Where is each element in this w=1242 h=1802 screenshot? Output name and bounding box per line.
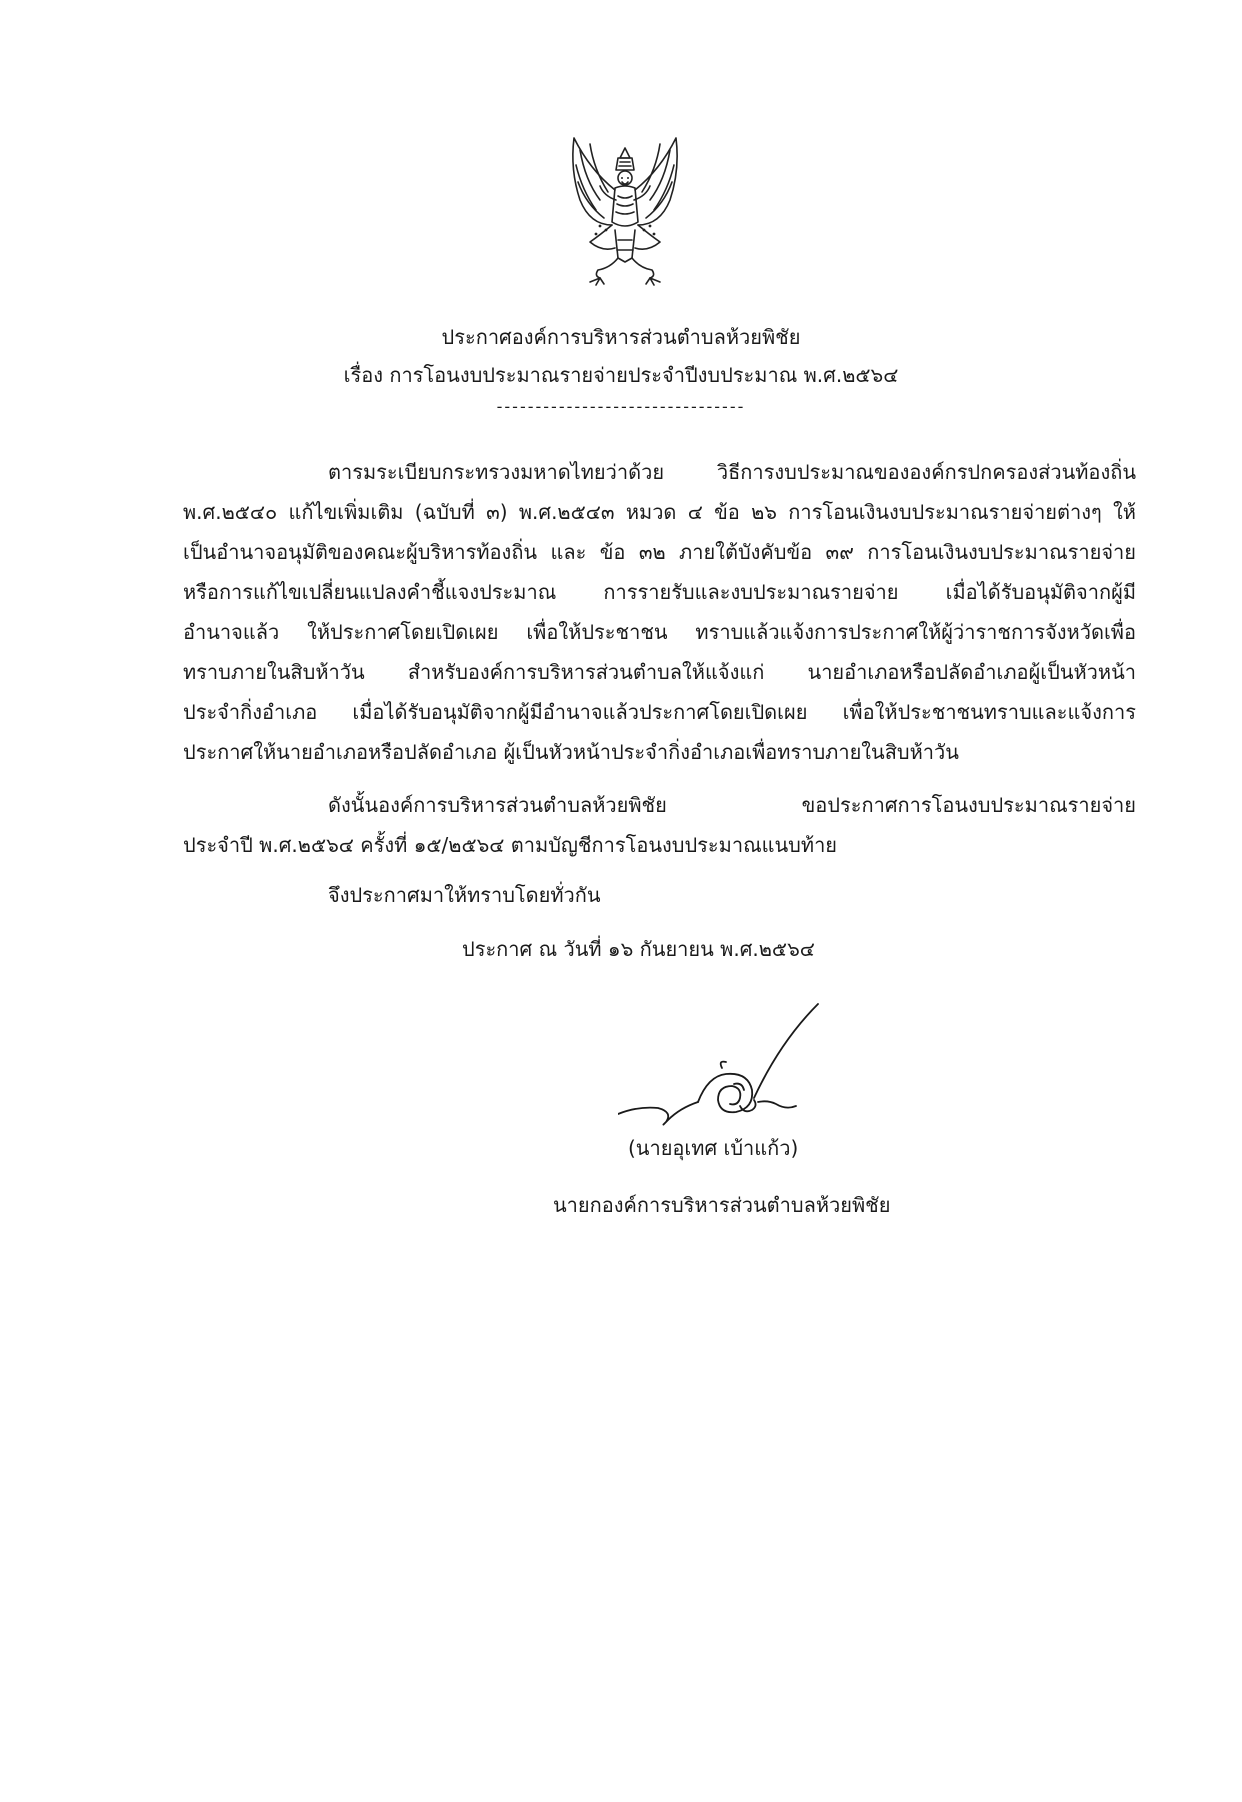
body-line: ประกาศให้นายอำเภอหรือปลัดอำเภอ ผู้เป็นหัวหน้าประจำกิ่งอำเภอเพื่อทราบภายในสิบห้าวัน: [183, 740, 959, 764]
garuda-emblem-icon: [560, 130, 690, 295]
body-line: ประจำปี พ.ศ.๒๕๖๔ ครั้งที่ ๑๕/๒๕๖๔ ตามบัญชีการโอนงบประมาณแนบท้าย: [183, 833, 838, 857]
body-line: พ.ศ.๒๕๔๐ แก้ไขเพิ่มเติม (ฉบับที่ ๓) พ.ศ.๒๕๔๓ หมวด ๔ ข้อ ๒๖ การโอนเงินงบประมาณรายจ่ายต่างๆ ให้: [183, 500, 1136, 524]
announcement-date: ประกาศ ณ วันที่ ๑๖ กันยายน พ.ศ.๒๕๖๔: [462, 937, 815, 961]
handwritten-signature-icon: [618, 1002, 838, 1132]
body-line: ดังนั้นองค์การบริหารส่วนตำบลห้วยพิชัย ขอประกาศการโอนงบประมาณรายจ่าย: [328, 793, 1136, 817]
heading-divider: --------------------------------: [496, 397, 746, 416]
announcement-title: ประกาศองค์การบริหารส่วนตำบลห้วยพิชัย: [441, 325, 801, 349]
body-line: ทราบภายในสิบห้าวัน สำหรับองค์การบริหารส่วนตำบลให้แจ้งแก่ นายอำเภอหรือปลัดอำเภอผู้เป็นหัวหน้า: [183, 660, 1136, 684]
body-line: อำนาจแล้ว ให้ประกาศโดยเปิดเผย เพื่อให้ประชาชน ทราบแล้วแจ้งการประกาศให้ผู้ว่าราชการจังหวัดเพื่อ: [183, 620, 1136, 644]
closing-line: จึงประกาศมาให้ทราบโดยทั่วกัน: [328, 883, 601, 907]
signer-name: (นายอุเทศ เบ้าแก้ว): [628, 1136, 799, 1160]
body-line: ตารมระเบียบกระทรวงมหาดไทยว่าด้วย วิธีการงบประมาณขององค์กรปกครองส่วนท้องถิ่น: [328, 460, 1136, 484]
body-line: เป็นอำนาจอนุมัติของคณะผู้บริหารท้องถิ่น และ ข้อ ๓๒ ภายใต้บังคับข้อ ๓๙ การโอนเงินงบประมาณรายจ่าย: [183, 540, 1136, 564]
body-line: หรือการแก้ไขเปลี่ยนแปลงคำชี้แจงประมาณ การรายรับและงบประมาณรายจ่าย เมื่อได้รับอนุมัติจากผู้มี: [183, 580, 1136, 604]
body-line: ประจำกิ่งอำเภอ เมื่อได้รับอนุมัติจากผู้มีอำนาจแล้วประกาศโดยเปิดเผย เพื่อให้ประชาชนทราบและแจ้งการ: [183, 700, 1136, 724]
announcement-subject: เรื่อง การโอนงบประมาณรายจ่ายประจำปีงบประมาณ พ.ศ.๒๕๖๔: [343, 363, 899, 387]
signer-position: นายกองค์การบริหารส่วนตำบลห้วยพิชัย: [553, 1193, 891, 1217]
